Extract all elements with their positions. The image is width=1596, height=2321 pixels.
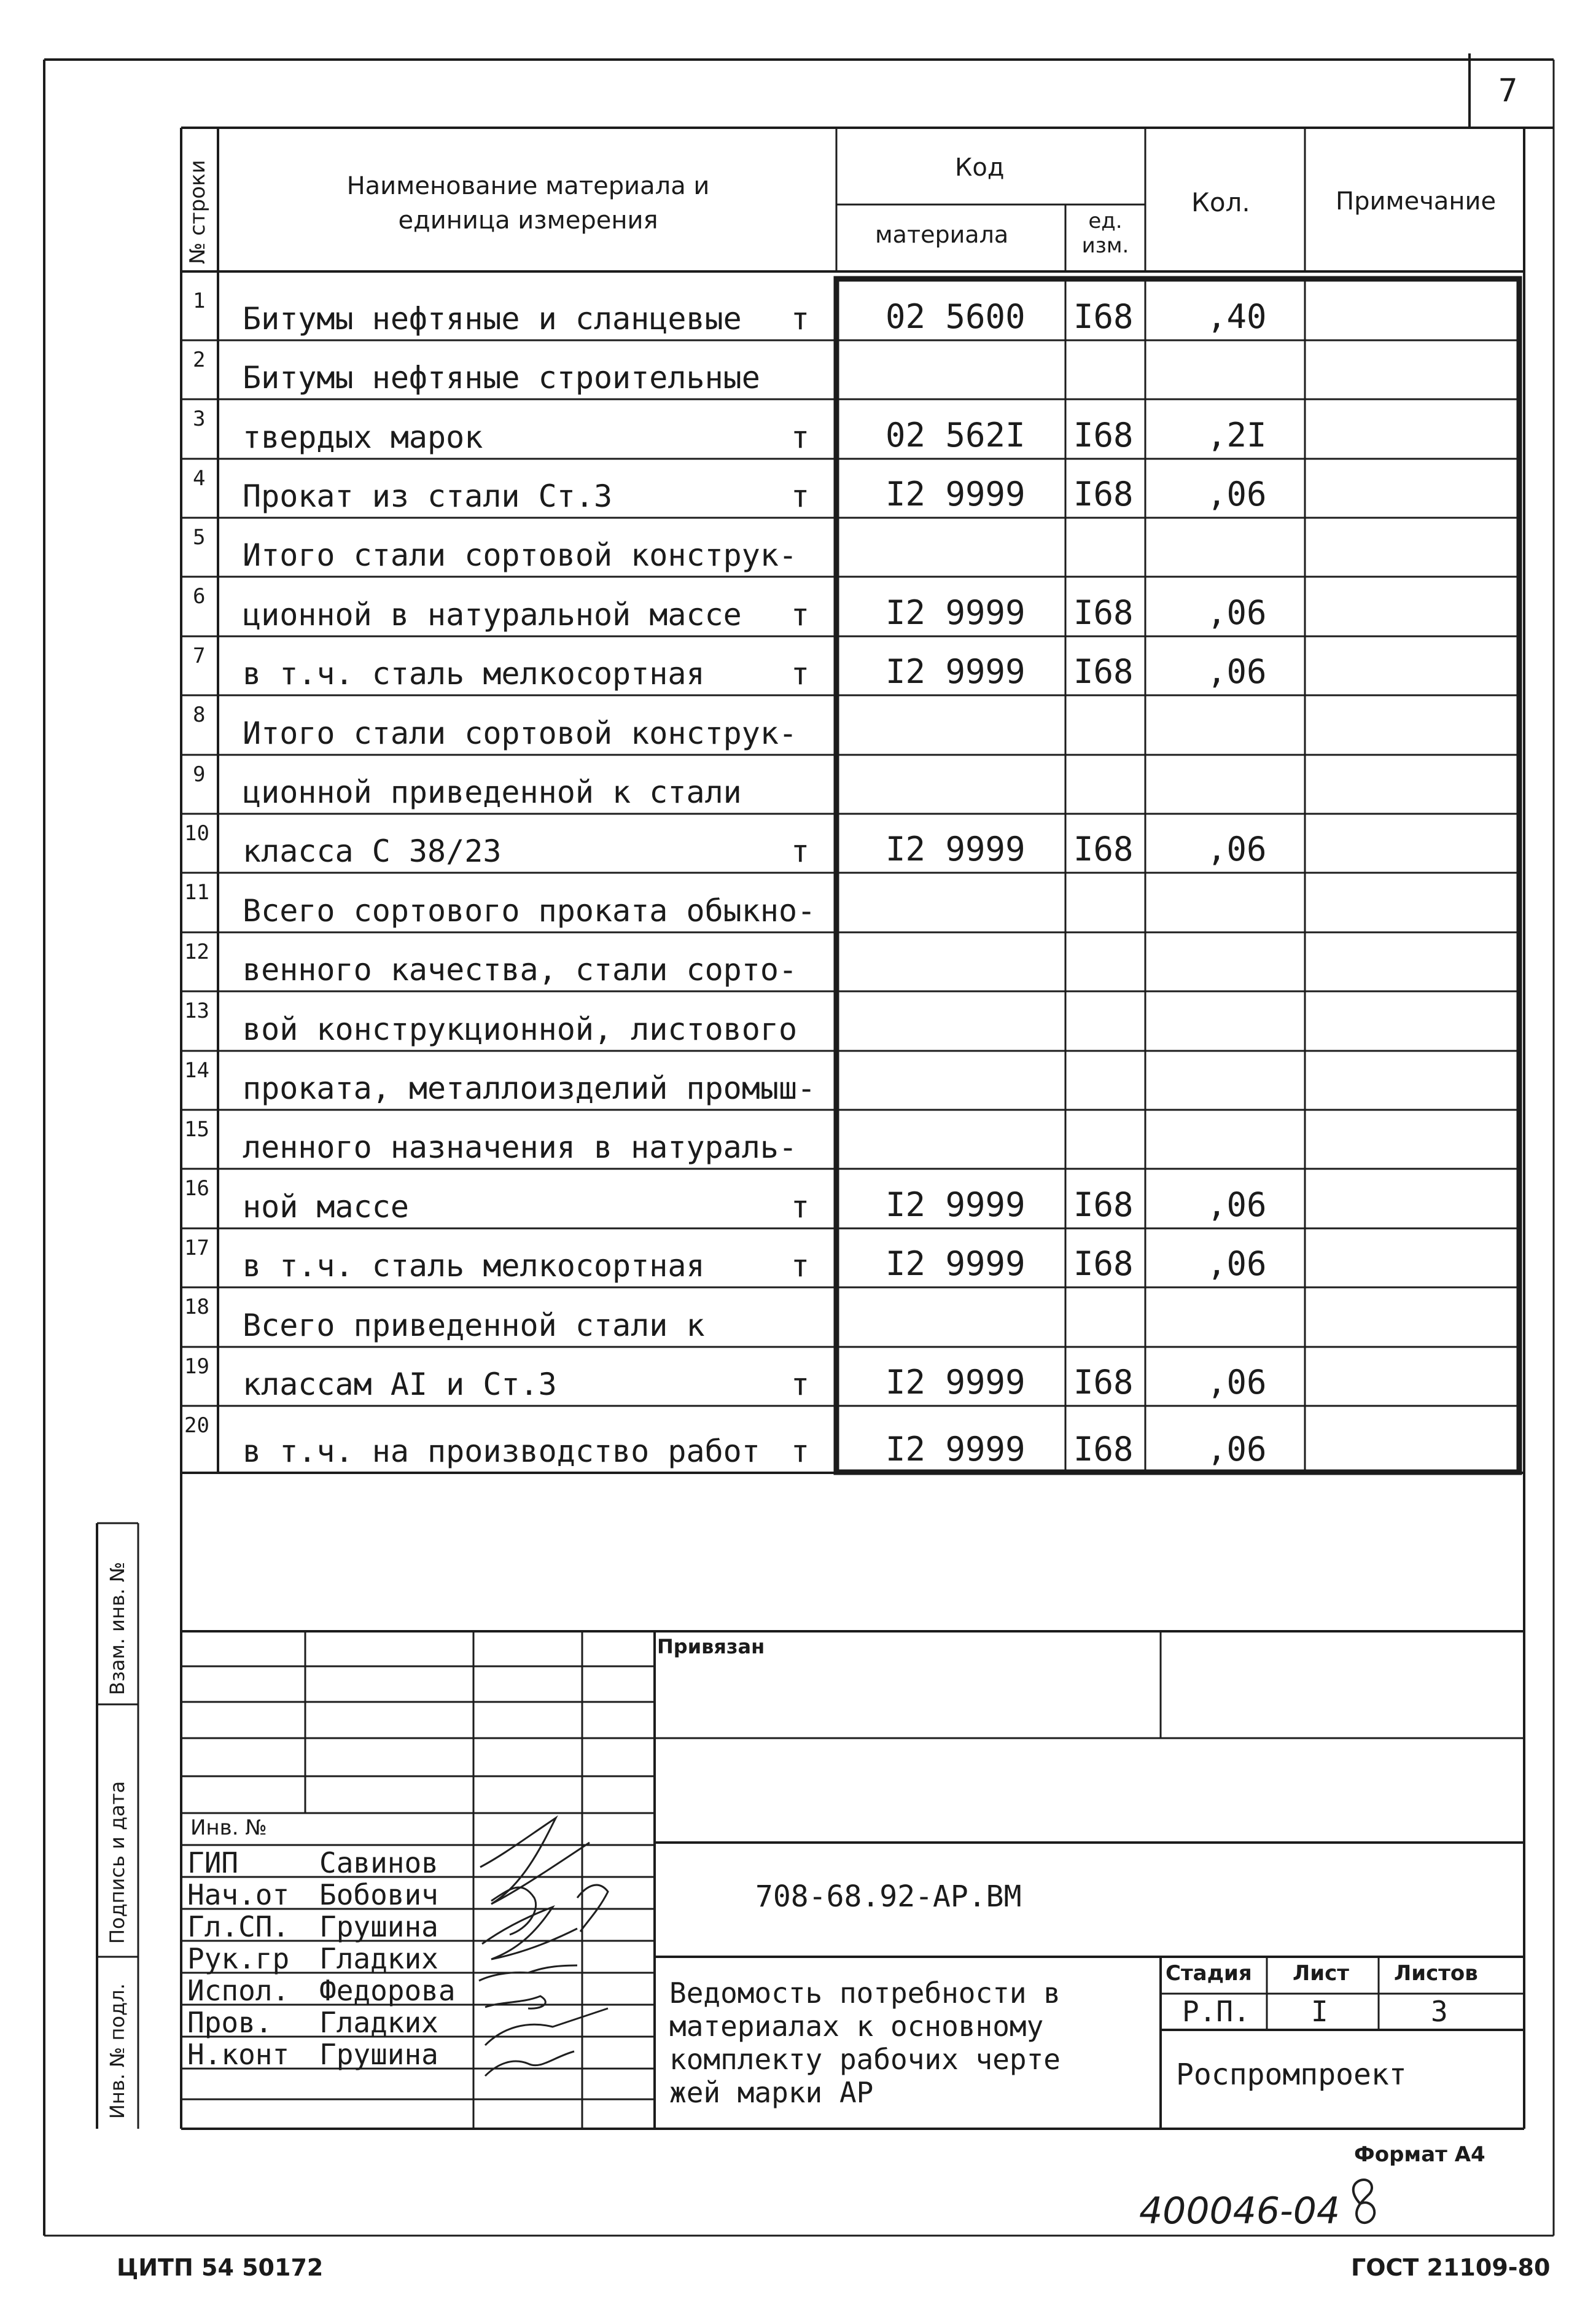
material-name: венного качества, стали сорто- — [243, 952, 798, 988]
material-code: I2 9999 — [886, 1185, 1026, 1224]
unit-label: т — [791, 1434, 810, 1469]
unit-code: I68 — [1073, 830, 1134, 868]
material-code: I2 9999 — [886, 1363, 1026, 1402]
material-code: I2 9999 — [886, 830, 1026, 868]
header-name: Наименование материала и единица измерения — [346, 172, 710, 235]
material-name: Всего приведенной стали к — [243, 1308, 705, 1343]
quantity: ,06 — [1207, 1185, 1267, 1224]
unit-label: т — [791, 656, 810, 692]
header-row-no: № строки — [185, 160, 210, 264]
stamp-person-name: Федорова — [319, 1974, 456, 2007]
page-number: 7 — [1498, 72, 1518, 109]
stamp-role: Гл.СП. — [187, 1910, 290, 1943]
stamp-role: Н.конт — [187, 2038, 290, 2071]
material-name: Всего сортового проката обыкно- — [243, 893, 816, 929]
row-number: 8 — [193, 703, 206, 727]
quantity: ,06 — [1207, 830, 1267, 868]
material-name: Прокат из стали Ст.3 — [243, 478, 613, 514]
row-number: 6 — [193, 584, 206, 609]
row-number: 1 — [193, 289, 206, 313]
material-name: Битумы нефтяные и сланцевые — [243, 301, 742, 337]
row-number: 20 — [184, 1413, 209, 1438]
stamp-role: Рук.гр — [187, 1942, 290, 1975]
header-qty: Кол. — [1191, 187, 1250, 217]
quantity: ,06 — [1207, 1363, 1267, 1402]
doc-number-suffix — [1350, 2186, 1374, 2229]
quantity: ,40 — [1207, 297, 1267, 336]
quantity: ,06 — [1207, 1244, 1267, 1283]
material-name: ционной в натуральной массе — [243, 597, 742, 633]
row-number: 16 — [184, 1176, 209, 1201]
stamp-privyazan: Привязан — [657, 1635, 765, 1658]
material-name: Битумы нефтяные строительные — [243, 360, 760, 396]
stamp-person-name: Гладких — [319, 1942, 438, 1975]
unit-code: I68 — [1073, 297, 1134, 336]
material-code: I2 9999 — [886, 475, 1026, 513]
quantity: ,06 — [1207, 1430, 1267, 1469]
unit-code: I68 — [1073, 652, 1134, 691]
material-code: I2 9999 — [886, 593, 1026, 632]
unit-label: т — [791, 833, 810, 869]
material-code: 02 5600 — [886, 297, 1026, 336]
material-name: в т.ч. сталь мелкосортная — [243, 1248, 705, 1284]
stamp-person-name: Грушина — [319, 2038, 438, 2071]
unit-label: т — [791, 597, 810, 633]
stamp-role: ГИП — [187, 1846, 239, 1879]
bottom-right-standard: ГОСТ 21109-80 — [1351, 2254, 1551, 2281]
material-code: I2 9999 — [886, 1244, 1026, 1283]
row-number: 7 — [193, 644, 206, 668]
row-number: 15 — [184, 1117, 209, 1142]
material-name: класса С 38/23 — [243, 833, 502, 869]
row-number: 19 — [184, 1354, 209, 1379]
row-number: 13 — [184, 999, 209, 1023]
row-number: 9 — [193, 762, 206, 787]
unit-label: т — [791, 419, 810, 455]
stamp-designation: 708-68.92-АР.ВМ — [755, 1879, 1022, 1914]
stamp-stage-header: Стадия — [1166, 1961, 1252, 1986]
stamp-person-name: Савинов — [319, 1846, 438, 1879]
unit-code: I68 — [1073, 416, 1134, 454]
row-number: 4 — [193, 466, 206, 491]
stamp-org: Роспромпроект — [1176, 2058, 1407, 2092]
stamp-stage: Р.П. — [1182, 1995, 1250, 2028]
unit-code: I68 — [1073, 1430, 1134, 1469]
quantity: ,2I — [1207, 416, 1267, 454]
material-name: вой конструкционной, листового — [243, 1012, 798, 1047]
header-unit: ед. изм. — [1081, 209, 1129, 258]
stamp-person-name: Бобович — [319, 1878, 438, 1911]
quantity: ,06 — [1207, 593, 1267, 632]
row-number: 11 — [184, 880, 209, 905]
stamp-sheets: 3 — [1431, 1995, 1448, 2028]
header-note: Примечание — [1336, 187, 1497, 216]
doc-number: 400046-04 — [1139, 2190, 1341, 2233]
material-name: ной массе — [243, 1189, 409, 1225]
row-number: 10 — [184, 821, 209, 846]
unit-label: т — [791, 478, 810, 514]
material-name: ленного назначения в натураль- — [243, 1129, 798, 1165]
row-number: 12 — [184, 940, 209, 964]
stamp-role: Испол. — [187, 1974, 290, 2007]
header-material: материала — [875, 221, 1009, 248]
unit-code: I68 — [1073, 475, 1134, 513]
stamp-role: Пров. — [187, 2006, 273, 2039]
material-code: 02 562I — [886, 416, 1026, 454]
material-name: проката, металлоизделий промыш- — [243, 1071, 816, 1106]
side-label-podpis: Подпись и дата — [106, 1781, 129, 1944]
quantity: ,06 — [1207, 652, 1267, 691]
unit-label: т — [791, 1189, 810, 1225]
material-name: Итого стали сортовой конструк- — [243, 716, 798, 751]
row-number: 2 — [193, 348, 206, 372]
material-name: Итого стали сортовой конструк- — [243, 537, 798, 573]
material-name: ционной приведенной к стали — [243, 774, 742, 810]
unit-label: т — [791, 1248, 810, 1284]
stamp-sheet: I — [1311, 1995, 1328, 2028]
stamp-inv-no: Инв. № — [190, 1816, 267, 1840]
stamp-person-name: Грушина — [319, 1910, 438, 1943]
unit-label: т — [791, 1367, 810, 1402]
unit-code: I68 — [1073, 1185, 1134, 1224]
material-name: твердых марок — [243, 419, 483, 455]
unit-code: I68 — [1073, 1244, 1134, 1283]
unit-code: I68 — [1073, 1363, 1134, 1402]
quantity: ,06 — [1207, 475, 1267, 513]
material-code: I2 9999 — [886, 652, 1026, 691]
side-label-vzam: Взам. инв. № — [106, 1561, 129, 1695]
stamp-sheets-header: Листов — [1394, 1961, 1478, 1986]
bottom-left-code: ЦИТП 54 50172 — [117, 2254, 324, 2281]
stamp-title: Ведомость потребности в материалах к основному комплекту рабочих черте жей марки АР — [669, 1976, 1061, 2109]
header-code: Код — [955, 154, 1005, 182]
row-number: 5 — [193, 525, 206, 550]
row-number: 3 — [193, 407, 206, 431]
stamp-person-name: Гладких — [319, 2006, 438, 2039]
material-name: в т.ч. на производство работ — [243, 1434, 760, 1469]
format-label: Формат А4 — [1354, 2142, 1485, 2167]
unit-code: I68 — [1073, 593, 1134, 632]
row-number: 17 — [184, 1236, 209, 1260]
stamp-sheet-header: Лист — [1293, 1961, 1349, 1986]
row-number: 18 — [184, 1295, 209, 1319]
material-name: в т.ч. сталь мелкосортная — [243, 656, 705, 692]
side-label-inv-podl: Инв. № подл. — [106, 1983, 129, 2119]
stamp-role: Нач.от — [187, 1878, 290, 1911]
unit-label: т — [791, 301, 810, 337]
material-name: классам АI и Ст.3 — [243, 1367, 557, 1402]
material-code: I2 9999 — [886, 1430, 1026, 1469]
row-number: 14 — [184, 1058, 209, 1083]
